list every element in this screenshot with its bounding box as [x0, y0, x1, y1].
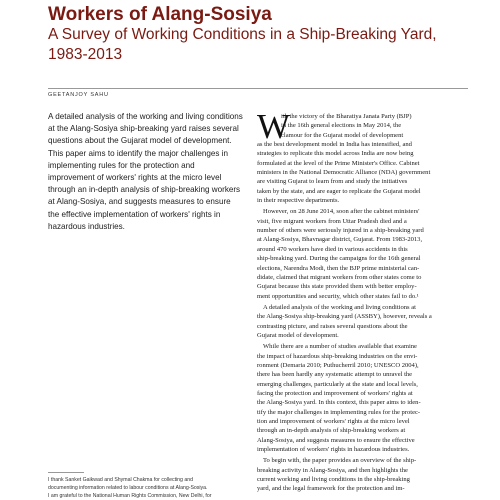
body-line: the impact of hazardous ship-breaking industries on the envi- [257, 352, 418, 360]
body-line: at Alang-Sosiya, Bhavnagar district, Gujarat. From 1983-2013, [257, 236, 423, 244]
footnote-line: documenting information related to labour conditions at Alang-Sosiya. [48, 485, 208, 491]
abstract [48, 111, 243, 233]
drop-cap: W [257, 107, 291, 146]
body-line: there has been hardly any systematic attempt to unravel the [257, 371, 413, 379]
paragraph-5 [257, 456, 468, 493]
body-line: strategies to replicate this model across India are now being [257, 150, 414, 158]
paragraph-2 [257, 207, 468, 300]
body-line: as the best development model in India has intensified, and [257, 141, 412, 149]
body-line: tify the major challenges in implementing rules for the protec- [257, 408, 421, 416]
abstract-line: This paper aims to identify the major challenges in [48, 148, 228, 158]
body-line: number of others were seriously injured in a ship-breaking yard [257, 227, 424, 235]
body-line: contrasting picture, and raises several questions about the [257, 322, 408, 330]
abstract-line: A detailed analysis of the working and living conditions [48, 112, 243, 121]
body-line: are visiting Gujarat to learn from and study the initiatives [257, 178, 408, 186]
body-line: current working and living conditions in the ship-breaking [257, 476, 410, 484]
body-line: through an in-depth analysis of ship-breaking workers at [257, 427, 406, 435]
body-line: ment opportunities and security, which other states fail to do.¹ [257, 292, 419, 300]
footnote-line: I thank Sanket Gaikwad and Shymal Chakma for collecting and [48, 477, 194, 483]
abstract-line: questions about the Gujarat model of development. [48, 136, 232, 146]
paragraph-3 [257, 303, 468, 340]
body-line: A detailed analysis of the working and living conditions at [263, 303, 416, 311]
body-line: formulated at the level of the Prime Minister's Office. Cabinet [257, 159, 420, 167]
body-line: visit, five migrant workers from Uttar Pradesh died and a [257, 217, 407, 225]
footnote-line: I am grateful to the National Human Rights Commission, New Delhi, for [48, 493, 212, 499]
body-line: ronment (Demaria 2010; Puthucherril 2010; UNESCO 2004), [257, 361, 419, 369]
body-line: yard, and the legal framework for the protection and im- [257, 485, 405, 493]
body-line: in their respective departments. [257, 197, 340, 205]
abstract-line: at the Alang-Sosiya ship-breaking yard raises several [48, 124, 239, 134]
body-line: Gujarat because this state provided them with better employ- [257, 283, 417, 291]
body-line: the Alang-Sosiya ship-breaking yard (ASSBY), however, reveals a [257, 313, 432, 321]
footnote [48, 476, 248, 500]
body-line: taken by the state, and are eager to replicate the Gujarat model [257, 187, 421, 195]
abstract-line: hazardous industries. [48, 221, 125, 231]
body-line: the Alang-Sosiya yard. In this context, this paper aims to iden- [257, 399, 421, 407]
abstract-line: improvement of workers' rights at the micro level [48, 173, 222, 183]
body-column [257, 107, 468, 494]
body-line: clamour for the Gujarat model of development [281, 131, 404, 139]
abstract-line: the effective implementation of workers' rights in [48, 209, 221, 219]
body-line: tion and improvement of workers' rights at the micro level [257, 418, 410, 425]
header-divider [48, 88, 468, 89]
body-line: Gujarat model of development. [257, 331, 339, 339]
body-line: While there are a number of studies available that examine [263, 343, 417, 351]
body-line: emerging challenges, particularly at the state and local levels, [257, 380, 418, 388]
article-title: Workers of Alang-Sosiya [48, 4, 272, 25]
author-name: GEETANJOY SAHU [48, 92, 109, 98]
body-line: ship-breaking yard. During the campaigns for the 16th general [257, 255, 421, 263]
body-line: ith the victory of the Bharatiya Janata Party (BJP) [281, 113, 412, 120]
paragraph-4 [257, 342, 468, 454]
article-subtitle: A Survey of Working Conditions in a Ship-Breaking Yard, 1983-2013 [48, 26, 437, 63]
abstract-line: through an in-depth analysis of ship-breaking workers [48, 185, 241, 195]
footnote-divider [48, 472, 84, 473]
body-line: elections, Narendra Modi, then the BJP prime ministerial can- [257, 264, 420, 272]
body-line: breaking activity in Alang-Sosiya, and then highlights the [257, 466, 408, 474]
body-line: To begin with, the paper provides an overview of the ship- [263, 457, 417, 465]
abstract-line: implementing rules for the protection and [48, 160, 195, 170]
body-line: implementation of workers' rights in hazardous industries. [257, 446, 410, 454]
body-line: around 470 workers have died in various accidents in this [257, 245, 408, 253]
paragraph-1 [257, 107, 468, 205]
body-line: didate, claimed that migrant workers from other states come to [257, 273, 422, 281]
body-line: facing the protection and improvement of workers' rights at [257, 389, 413, 397]
body-line: However, on 28 June 2014, soon after the cabinet ministers' [263, 208, 420, 216]
body-line: Alang-Sosiya, and suggests measures to ensure the effective [257, 436, 415, 444]
body-line: in the 16th general elections in May 2014, the [281, 122, 402, 130]
body-line: ministers in the National Democratic Alliance (NDA) government [257, 169, 431, 177]
abstract-line: at Alang-Sosiya, and suggests measures to ensure [48, 197, 231, 207]
